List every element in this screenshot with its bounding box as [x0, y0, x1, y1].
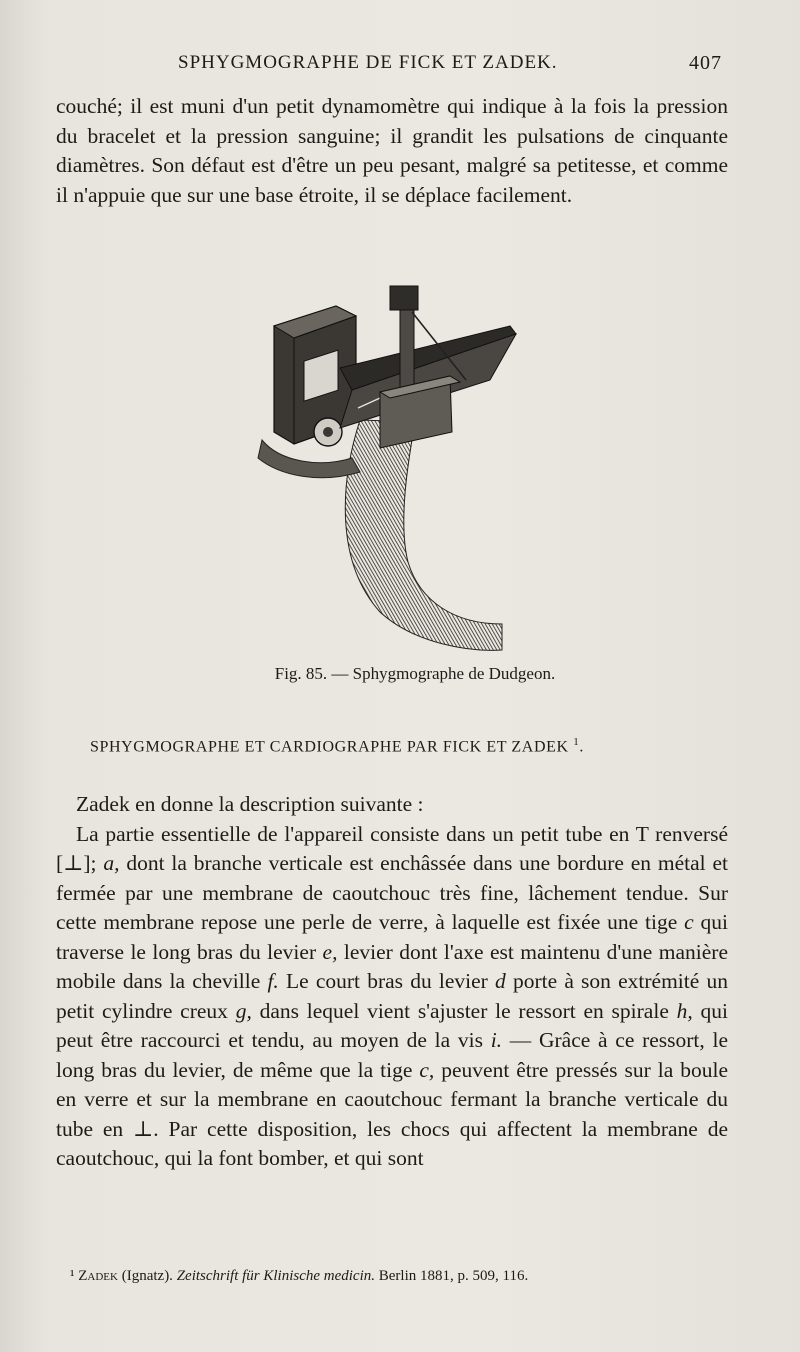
section-heading: SPHYGMOGRAPHE ET CARDIOGRAPHE PAR FICK ET ZADEK $^1$.	[90, 736, 584, 756]
footnote-rest: Berlin 1881, p. 509, 116.	[375, 1268, 529, 1284]
running-header	[170, 52, 730, 82]
footnote-author-rest: (Ignatz).	[117, 1268, 177, 1284]
top-paragraph	[56, 92, 728, 210]
figure-caption: Fig. 85. — Sphygmographe de Dudgeon.	[274, 664, 556, 683]
intro-line: Zadek en donne la description suivante :	[76, 792, 424, 816]
footnote-reference: 1	[573, 736, 580, 748]
section-heading-text: SPHYGMOGRAPHE ET CARDIOGRAPHE PAR FICK ET ZADEK	[90, 738, 569, 756]
description-paragraph: La partie essentielle de l'appareil consiste dans un petit tube en T renversé [⊥]; a, dont la branche verticale est enchâssée dans une bordure en métal et fermée par une membrane de caoutchouc très fine, lâchement tendue. Sur cette membrane repose une perle de verre, à laquelle est fixée une tige c qui traverse le long bras du levier e, levier dont l'axe est maintenu d'une manière mobile dans la cheville f. Le court bras du levier d porte à son extrémité un petit cylindre creux g, dans lequel vient s'ajuster le ressort en spirale h, qui peut être raccourci et tendu, au moyen de la vis i. — Grâce à ce ressort, le long bras du levier, de même que la tige c, peuvent être pressés sur la boule en verre et sur la membrane en caoutchouc fermant la branche verticale du tube en ⊥. Par cette disposition, les chocs qui affectent la membrane de caoutchouc, qui la font bomber, et qui sont	[56, 821, 729, 1170]
sphygmograph-illustration-icon	[240, 272, 540, 662]
footnote-mark: ¹	[70, 1268, 75, 1284]
top-paragraph-text: couché; il est muni d'un petit dynamomètre qui indique à la fois la pression du bracelet et la pression sanguine; il grandit les pulsations de cinquante diamètres. Son défaut est d'être un peu pesant, malgré sa petitesse, et comme il n'appuie que sur une base étroite, il se déplace facilement.	[56, 94, 728, 207]
footnote	[70, 1268, 730, 1285]
body-text	[56, 790, 728, 1174]
running-title: SPHYGMOGRAPHE DE FICK ET ZADEK.	[178, 52, 558, 73]
page-number: 407	[689, 52, 722, 74]
footnote-journal: Zeitschrift für Klinische medicin.	[176, 1268, 376, 1284]
footnote-author: Zadek	[78, 1268, 118, 1284]
